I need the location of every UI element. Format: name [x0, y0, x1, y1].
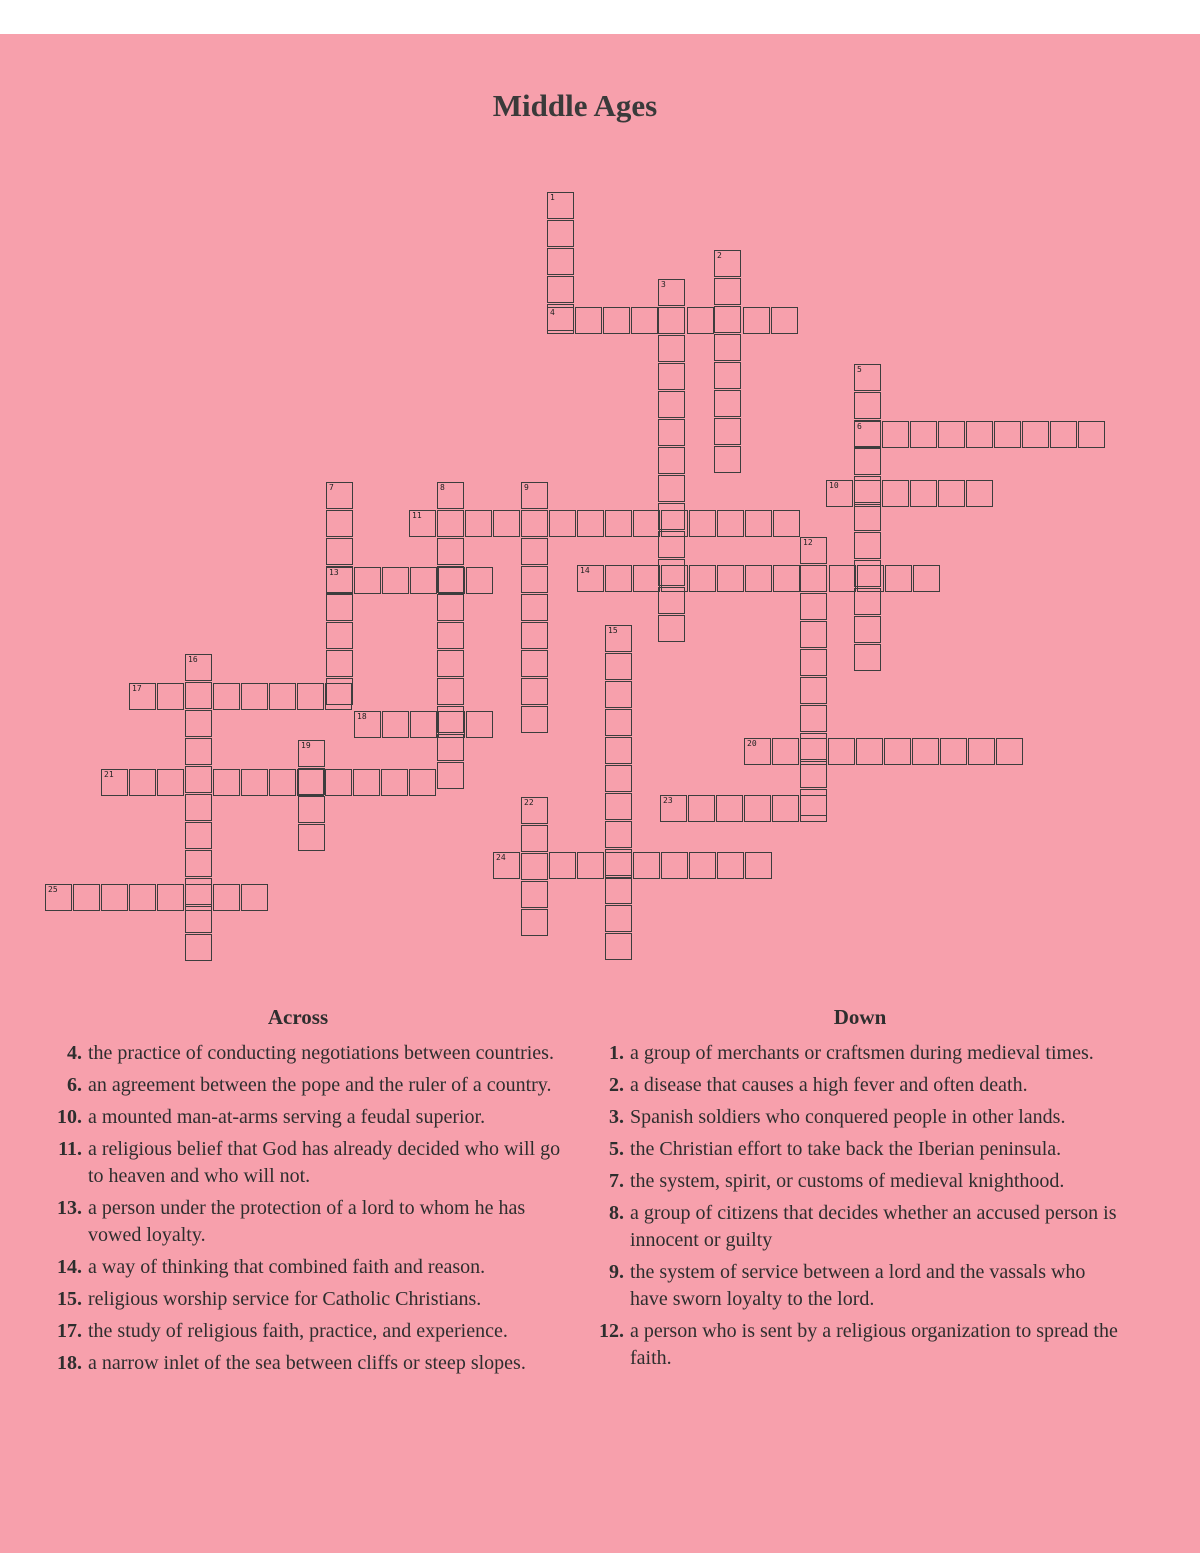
down-heading: Down — [833, 1005, 887, 1029]
grid-cell[interactable] — [577, 565, 604, 592]
grid-cell[interactable] — [410, 567, 437, 594]
grid-cell[interactable] — [493, 510, 520, 537]
grid-cell[interactable] — [410, 711, 437, 738]
clue-number: 4. — [67, 1042, 82, 1064]
grid-cell[interactable] — [521, 706, 548, 733]
cell-number: 25 — [48, 885, 58, 894]
grid-cell[interactable] — [1050, 421, 1077, 448]
clue-text: religious worship service for Catholic Christians. — [88, 1288, 482, 1310]
clue-text: a person under the protection of a lord to whom he has vowed loyalty. — [88, 1197, 526, 1246]
clue-item — [600, 1040, 1120, 1067]
grid-cell[interactable] — [800, 738, 827, 765]
grid-cell[interactable] — [521, 622, 548, 649]
grid-cell[interactable] — [605, 681, 632, 708]
grid-cell[interactable] — [437, 594, 464, 621]
clue-text: a mounted man-at-arms serving a feudal superior. — [88, 1106, 486, 1128]
grid-cell[interactable] — [689, 565, 716, 592]
grid-cell[interactable] — [437, 734, 464, 761]
grid-cell[interactable] — [658, 307, 685, 334]
cell-number: 12 — [803, 538, 813, 547]
grid-cell[interactable] — [437, 650, 464, 677]
grid-cell[interactable] — [772, 738, 799, 765]
grid-cell[interactable] — [382, 567, 409, 594]
grid-cell[interactable] — [185, 850, 212, 877]
cell-number: 11 — [412, 511, 422, 520]
clue-item — [58, 1040, 568, 1067]
grid-cell[interactable] — [438, 567, 465, 594]
grid-cell[interactable] — [605, 905, 632, 932]
clue-item — [58, 1136, 568, 1190]
clue-item — [58, 1350, 568, 1377]
clue-number: 11. — [58, 1138, 82, 1160]
clue-item — [58, 1286, 568, 1313]
grid-cell[interactable] — [549, 852, 576, 879]
grid-cell[interactable] — [938, 480, 965, 507]
cell-number: 18 — [357, 712, 367, 721]
cell-number: 10 — [829, 481, 839, 490]
grid-cell[interactable] — [884, 738, 911, 765]
clue-text: a disease that causes a high fever and often death. — [630, 1074, 1028, 1096]
down-clues — [600, 1005, 1120, 1377]
grid-cell[interactable] — [968, 738, 995, 765]
grid-cell[interactable] — [854, 588, 881, 615]
grid-cell[interactable] — [521, 797, 548, 824]
grid-cell[interactable] — [716, 795, 743, 822]
clue-number: 7. — [609, 1170, 624, 1192]
cell-number: 19 — [301, 741, 311, 750]
clue-number: 5. — [609, 1138, 624, 1160]
grid-cell[interactable] — [714, 306, 741, 333]
grid-cell[interactable] — [298, 824, 325, 851]
grid-cell[interactable] — [465, 510, 492, 537]
grid-cell[interactable] — [577, 510, 604, 537]
grid-cell[interactable] — [800, 621, 827, 648]
grid-cell[interactable] — [994, 421, 1021, 448]
clue-item — [600, 1168, 1120, 1195]
grid-cell[interactable] — [800, 795, 827, 822]
grid-cell[interactable] — [829, 565, 856, 592]
grid-cell[interactable] — [521, 853, 548, 880]
grid-cell[interactable] — [185, 934, 212, 961]
grid-cell[interactable] — [688, 795, 715, 822]
cell-number: 9 — [524, 483, 529, 492]
grid-cell[interactable] — [658, 363, 685, 390]
clue-number: 15. — [57, 1288, 82, 1310]
cell-number: 17 — [132, 684, 142, 693]
clue-item — [58, 1195, 568, 1249]
grid-cell[interactable] — [633, 565, 660, 592]
grid-cell[interactable] — [661, 852, 688, 879]
grid-cell[interactable] — [658, 447, 685, 474]
cell-number: 2 — [717, 251, 722, 260]
grid-cell[interactable] — [241, 884, 268, 911]
grid-cell[interactable] — [521, 825, 548, 852]
grid-cell[interactable] — [326, 594, 353, 621]
grid-cell[interactable] — [605, 653, 632, 680]
grid-cell[interactable] — [714, 390, 741, 417]
clue-text: a religious belief that God has already decided who will go to heaven and who will not. — [88, 1138, 561, 1187]
clue-number: 3. — [609, 1106, 624, 1128]
clue-item — [600, 1200, 1120, 1254]
clue-text: the system of service between a lord and the vassals who have sworn loyalty to the lord. — [630, 1261, 1086, 1310]
grid-cell[interactable] — [800, 705, 827, 732]
grid-cell[interactable] — [800, 593, 827, 620]
clue-text: the study of religious faith, practice, and experience. — [88, 1320, 508, 1342]
grid-cell[interactable] — [157, 683, 184, 710]
grid-cell[interactable] — [913, 565, 940, 592]
grid-cell[interactable] — [605, 510, 632, 537]
grid-cell[interactable] — [326, 650, 353, 677]
grid-cell[interactable] — [912, 738, 939, 765]
grid-cell[interactable] — [326, 538, 353, 565]
grid-cell[interactable] — [854, 364, 881, 391]
grid-cell[interactable] — [185, 738, 212, 765]
grid-cell[interactable] — [687, 307, 714, 334]
clue-number: 1. — [609, 1042, 624, 1064]
grid-cell[interactable] — [771, 307, 798, 334]
clue-number: 2. — [609, 1074, 624, 1096]
grid-cell[interactable] — [714, 334, 741, 361]
clue-item — [600, 1104, 1120, 1131]
grid-cell[interactable] — [354, 567, 381, 594]
clue-item — [600, 1259, 1120, 1313]
clue-number: 10. — [57, 1106, 82, 1128]
grid-cell[interactable] — [828, 738, 855, 765]
clue-number: 13. — [57, 1197, 82, 1219]
grid-cell[interactable] — [575, 307, 602, 334]
grid-cell[interactable] — [547, 276, 574, 303]
grid-cell[interactable] — [326, 510, 353, 537]
grid-cell[interactable] — [437, 622, 464, 649]
grid-cell[interactable] — [326, 622, 353, 649]
grid-cell[interactable] — [714, 362, 741, 389]
grid-cell[interactable] — [938, 421, 965, 448]
grid-cell[interactable] — [603, 307, 630, 334]
grid-cell[interactable] — [521, 538, 548, 565]
grid-cell[interactable] — [101, 884, 128, 911]
cell-number: 21 — [104, 770, 114, 779]
grid-cell[interactable] — [185, 766, 212, 793]
grid-cell[interactable] — [437, 762, 464, 789]
grid-cell[interactable] — [241, 769, 268, 796]
grid-cell[interactable] — [185, 794, 212, 821]
grid-cell[interactable] — [714, 418, 741, 445]
grid-cell[interactable] — [521, 510, 548, 537]
grid-cell[interactable] — [326, 567, 353, 594]
grid-cell[interactable] — [773, 510, 800, 537]
grid-cell[interactable] — [269, 683, 296, 710]
grid-cell[interactable] — [826, 480, 853, 507]
grid-cell[interactable] — [521, 482, 548, 509]
grid-cell[interactable] — [605, 852, 632, 879]
clue-text: Spanish soldiers who conquered people in other lands. — [630, 1106, 1066, 1128]
grid-cell[interactable] — [743, 307, 770, 334]
clue-item — [58, 1104, 568, 1131]
grid-cell[interactable] — [325, 769, 352, 796]
grid-cell[interactable] — [854, 421, 881, 448]
grid-cell[interactable] — [661, 565, 688, 592]
grid-cell[interactable] — [910, 421, 937, 448]
cell-number: 8 — [440, 483, 445, 492]
clue-text: a person who is sent by a religious organization to spread the faith. — [630, 1320, 1118, 1369]
grid-cell[interactable] — [689, 510, 716, 537]
grid-cell[interactable] — [493, 852, 520, 879]
grid-cell[interactable] — [549, 510, 576, 537]
grid-cell[interactable] — [882, 480, 909, 507]
grid-cell[interactable] — [157, 884, 184, 911]
cell-number: 1 — [550, 193, 555, 202]
grid-cell[interactable] — [437, 482, 464, 509]
grid-cell[interactable] — [466, 711, 493, 738]
grid-cell[interactable] — [660, 795, 687, 822]
grid-cell[interactable] — [129, 884, 156, 911]
grid-cell[interactable] — [157, 769, 184, 796]
grid-cell[interactable] — [45, 884, 72, 911]
clue-item — [600, 1072, 1120, 1099]
grid-cell[interactable] — [772, 795, 799, 822]
grid-cell[interactable] — [521, 650, 548, 677]
grid-cell[interactable] — [185, 682, 212, 709]
grid-cell[interactable] — [1078, 421, 1105, 448]
clue-text: a way of thinking that combined faith and reason. — [88, 1256, 486, 1278]
grid-cell[interactable] — [658, 419, 685, 446]
cell-number: 6 — [857, 422, 862, 431]
grid-cell[interactable] — [885, 565, 912, 592]
grid-cell[interactable] — [605, 821, 632, 848]
clue-text: an agreement between the pope and the ruler of a country. — [88, 1074, 552, 1096]
grid-cell[interactable] — [714, 446, 741, 473]
grid-cell[interactable] — [213, 683, 240, 710]
grid-cell[interactable] — [213, 769, 240, 796]
grid-cell[interactable] — [854, 532, 881, 559]
grid-cell[interactable] — [773, 565, 800, 592]
grid-cell[interactable] — [547, 192, 574, 219]
clue-number: 17. — [57, 1320, 82, 1342]
across-heading: Across — [267, 1005, 329, 1029]
grid-cell[interactable] — [605, 737, 632, 764]
clue-text: the system, spirit, or customs of medieval knighthood. — [630, 1170, 1065, 1192]
grid-cell[interactable] — [521, 909, 548, 936]
grid-cell[interactable] — [381, 769, 408, 796]
grid-cell[interactable] — [297, 683, 324, 710]
grid-cell[interactable] — [129, 769, 156, 796]
grid-cell[interactable] — [129, 683, 156, 710]
grid-cell[interactable] — [298, 796, 325, 823]
clue-number: 9. — [609, 1261, 624, 1283]
grid-cell[interactable] — [800, 649, 827, 676]
clue-text: a group of merchants or craftsmen during medieval times. — [630, 1042, 1094, 1064]
grid-cell[interactable] — [409, 510, 436, 537]
cell-number: 23 — [663, 796, 673, 805]
grid-cell[interactable] — [382, 711, 409, 738]
cell-number: 16 — [188, 655, 198, 664]
grid-cell[interactable] — [521, 594, 548, 621]
grid-cell[interactable] — [714, 250, 741, 277]
grid-cell[interactable] — [1022, 421, 1049, 448]
grid-cell[interactable] — [466, 567, 493, 594]
grid-cell[interactable] — [185, 710, 212, 737]
grid-cell[interactable] — [633, 852, 660, 879]
grid-cell[interactable] — [577, 852, 604, 879]
grid-cell[interactable] — [661, 510, 688, 537]
grid-cell[interactable] — [409, 769, 436, 796]
grid-cell[interactable] — [744, 795, 771, 822]
grid-cell[interactable] — [326, 482, 353, 509]
grid-cell[interactable] — [438, 711, 465, 738]
grid-cell[interactable] — [854, 392, 881, 419]
grid-cell[interactable] — [800, 565, 827, 592]
grid-cell[interactable] — [521, 881, 548, 908]
clue-number: 14. — [57, 1256, 82, 1278]
cell-number: 15 — [608, 626, 618, 635]
clue-item — [58, 1072, 568, 1099]
grid-cell[interactable] — [854, 448, 881, 475]
grid-cell[interactable] — [658, 615, 685, 642]
grid-cell[interactable] — [269, 769, 296, 796]
grid-cell[interactable] — [717, 852, 744, 879]
clue-number: 8. — [609, 1202, 624, 1224]
grid-cell[interactable] — [547, 307, 574, 334]
cell-number: 3 — [661, 280, 666, 289]
grid-cell[interactable] — [605, 793, 632, 820]
grid-cell[interactable] — [940, 738, 967, 765]
grid-cell[interactable] — [437, 538, 464, 565]
clue-number: 12. — [599, 1320, 624, 1342]
across-clues — [58, 1005, 568, 1382]
grid-cell[interactable] — [185, 822, 212, 849]
cell-number: 24 — [496, 853, 506, 862]
grid-cell[interactable] — [605, 625, 632, 652]
grid-cell[interactable] — [547, 220, 574, 247]
cell-number: 5 — [857, 365, 862, 374]
grid-cell[interactable] — [605, 933, 632, 960]
clue-text: the Christian effort to take back the Iberian peninsula. — [630, 1138, 1062, 1160]
grid-cell[interactable] — [658, 475, 685, 502]
grid-cell[interactable] — [854, 644, 881, 671]
grid-cell[interactable] — [996, 738, 1023, 765]
grid-cell[interactable] — [437, 678, 464, 705]
cell-number: 20 — [747, 739, 757, 748]
grid-cell[interactable] — [854, 616, 881, 643]
grid-cell[interactable] — [717, 510, 744, 537]
grid-cell[interactable] — [101, 769, 128, 796]
grid-cell[interactable] — [745, 852, 772, 879]
grid-cell[interactable] — [745, 510, 772, 537]
grid-cell[interactable] — [297, 769, 324, 796]
grid-cell[interactable] — [966, 480, 993, 507]
grid-cell[interactable] — [744, 738, 771, 765]
grid-cell[interactable] — [437, 510, 464, 537]
grid-cell[interactable] — [800, 761, 827, 788]
grid-cell[interactable] — [213, 884, 240, 911]
cell-number: 22 — [524, 798, 534, 807]
grid-cell[interactable] — [714, 278, 741, 305]
grid-cell[interactable] — [298, 740, 325, 767]
grid-cell[interactable] — [658, 335, 685, 362]
grid-cell[interactable] — [605, 565, 632, 592]
page-title: Middle Ages — [492, 88, 658, 123]
clue-number: 6. — [67, 1074, 82, 1096]
grid-cell[interactable] — [547, 248, 574, 275]
grid-cell[interactable] — [185, 884, 212, 911]
clue-text: a narrow inlet of the sea between cliffs or steep slopes. — [88, 1352, 526, 1374]
grid-cell[interactable] — [241, 683, 268, 710]
grid-cell[interactable] — [854, 504, 881, 531]
clue-item — [600, 1318, 1120, 1372]
grid-cell[interactable] — [800, 677, 827, 704]
grid-cell[interactable] — [325, 683, 352, 710]
grid-cell[interactable] — [717, 565, 744, 592]
grid-cell[interactable] — [354, 711, 381, 738]
cell-number: 13 — [329, 568, 339, 577]
grid-cell[interactable] — [689, 852, 716, 879]
grid-cell[interactable] — [605, 709, 632, 736]
grid-cell[interactable] — [521, 678, 548, 705]
grid-cell[interactable] — [633, 510, 660, 537]
grid-cell[interactable] — [910, 480, 937, 507]
cell-number: 4 — [550, 308, 555, 317]
cell-number: 7 — [329, 483, 334, 492]
grid-cell[interactable] — [631, 307, 658, 334]
grid-cell[interactable] — [73, 884, 100, 911]
grid-cell[interactable] — [800, 537, 827, 564]
grid-cell[interactable] — [605, 765, 632, 792]
cell-number: 14 — [580, 566, 590, 575]
grid-cell[interactable] — [745, 565, 772, 592]
clue-text: a group of citizens that decides whether an accused person is innocent or guilty — [630, 1202, 1117, 1251]
grid-cell[interactable] — [521, 566, 548, 593]
clue-item — [58, 1318, 568, 1345]
grid-cell[interactable] — [185, 654, 212, 681]
grid-cell[interactable] — [854, 480, 881, 507]
grid-cell[interactable] — [856, 738, 883, 765]
grid-cell[interactable] — [966, 421, 993, 448]
grid-cell[interactable] — [857, 565, 884, 592]
clue-item — [58, 1254, 568, 1281]
clue-item — [600, 1136, 1120, 1163]
grid-cell[interactable] — [658, 279, 685, 306]
grid-cell[interactable] — [882, 421, 909, 448]
grid-cell[interactable] — [658, 391, 685, 418]
grid-cell[interactable] — [605, 877, 632, 904]
clue-text: the practice of conducting negotiations between countries. — [88, 1042, 554, 1064]
clue-number: 18. — [57, 1352, 82, 1374]
grid-cell[interactable] — [353, 769, 380, 796]
